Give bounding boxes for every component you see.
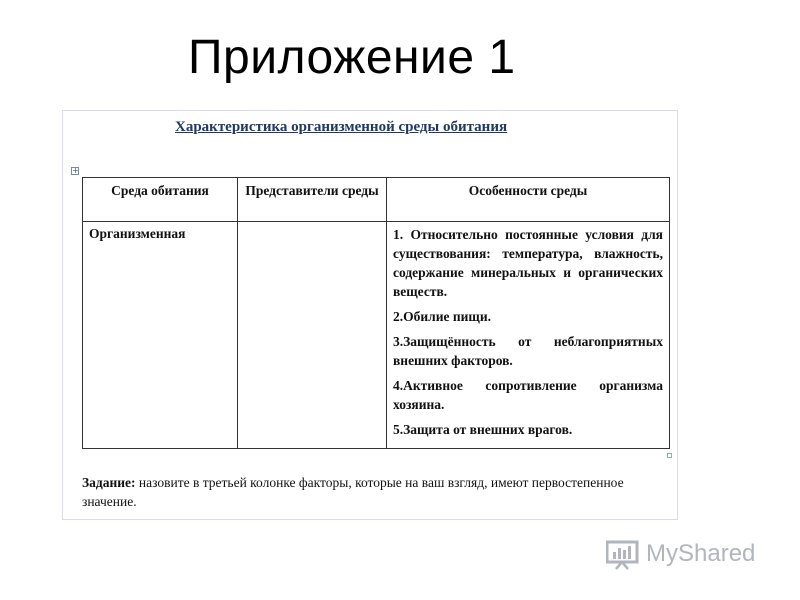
feature-item: 1. Относительно постоянные условия для существования: температура, влажность, содержание минеральных и органических веществ. bbox=[393, 227, 663, 299]
table-move-handle-icon[interactable]: + bbox=[72, 166, 79, 175]
cell-environment[interactable] bbox=[83, 222, 238, 449]
feature-item: 4.Активное сопротивление организма хозяина. bbox=[393, 378, 663, 412]
header-features: Особенности среды bbox=[387, 178, 670, 222]
header-environment: Среда обитания bbox=[83, 178, 238, 222]
table-header-row bbox=[83, 178, 670, 222]
feature-item: 3.Защищённость от неблагоприятных внешних факторов. bbox=[393, 334, 663, 368]
myshared-logo bbox=[606, 536, 766, 572]
slide-title: Приложение 1 bbox=[188, 31, 516, 84]
document-heading: Характеристика организменной среды обитания bbox=[175, 119, 508, 135]
logo-brand: MyShared bbox=[646, 540, 756, 567]
feature-item: 2.Обилие пищи. bbox=[393, 309, 491, 324]
task-text bbox=[82, 473, 642, 511]
table-resize-handle-icon[interactable] bbox=[667, 453, 672, 458]
feature-item: 5.Защита от внешних врагов. bbox=[393, 422, 573, 437]
header-representatives: Представители среды bbox=[238, 178, 387, 222]
environment-name: Организменная bbox=[89, 226, 186, 241]
task-label: Задание: bbox=[82, 475, 136, 490]
document-frame bbox=[62, 110, 678, 520]
cell-features[interactable] bbox=[387, 222, 670, 449]
table-row bbox=[83, 222, 670, 449]
habitat-table bbox=[82, 177, 670, 449]
projector-screen-icon bbox=[606, 538, 640, 570]
cell-representatives[interactable] bbox=[238, 222, 387, 449]
task-body: назовите в третьей колонке факторы, которые на ваш взгляд, имеют первостепенное значение. bbox=[82, 475, 624, 509]
